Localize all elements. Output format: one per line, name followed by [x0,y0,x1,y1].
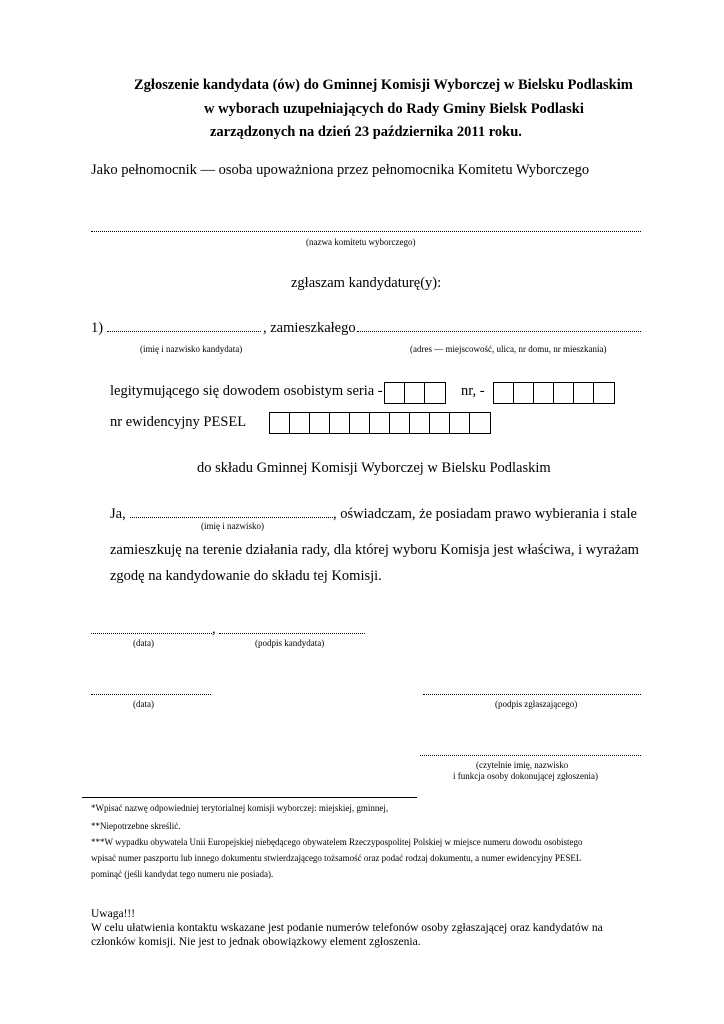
resident-label: , zamieszkałego [263,320,356,336]
pesel-boxes[interactable] [269,412,491,434]
date-caption-1: (data) [133,638,154,648]
statement-name-caption: (imię i nazwisko) [201,521,264,531]
footnote-1: *Wpisać nazwę odpowiedniej terytorialnej komisji wyborczej: miejskiej, gminnej, [91,803,389,813]
form-title-line3: zarządzonych na dzień 23 października 2011 roku. [210,124,522,140]
candidate-signature-caption: (podpis kandydata) [255,638,325,648]
id-number-boxes[interactable] [493,382,615,404]
submitter-signature-caption: (podpis zgłaszającego) [495,699,578,709]
submitter-signature-line[interactable] [423,694,641,695]
statement-text-1: , oświadczam, że posiadam prawo wybierania i stale [333,506,637,522]
declare-text: zgłaszam kandydaturę(y): [291,275,442,291]
id-series-label: legitymującego się dowodem osobistym seria - [110,383,383,399]
statement-name-line[interactable] [130,517,333,518]
form-title-line1: Zgłoszenie kandydata (ów) do Gminnej Komisji Wyborczej w Bielsku Podlaskim [134,77,633,93]
footnote-2: **Niepotrzebne skreślić. [91,821,181,831]
note-line-1: W celu ułatwienia kontaktu wskazane jest podanie numerów telefonów osoby zgłaszającej oraz kandydatów na [91,922,603,934]
candidate-name-caption: (imię i nazwisko kandydata) [140,344,243,354]
note-line-2: członków komisji. Nie jest to jednak obowiązkowy element zgłoszenia. [91,936,421,948]
composition-text: do składu Gminnej Komisji Wyborczej w Bielsku Podlaskim [197,460,551,476]
candidate-name-line[interactable] [107,331,261,332]
legible-caption-2: i funkcja osoby dokonującej zgłoszenia) [453,771,598,781]
signature-comma: , [212,621,216,637]
legible-name-line[interactable] [420,755,641,756]
date-caption-2: (data) [133,699,154,709]
footnote-divider [82,797,417,798]
date-line-2[interactable] [91,694,211,695]
footnote-3a: ***W wypadku obywatela Unii Europejskiej niebędącego obywatelem Rzeczypospolitej Polskiej w miejsce numeru dowodu osobistego [91,837,583,847]
pesel-label: nr ewidencyjny PESEL [110,414,247,430]
candidate-address-line[interactable] [357,331,641,332]
id-number-label: nr, - [461,383,485,399]
candidate-signature-line[interactable] [219,633,365,634]
intro-text: Jako pełnomocnik — osoba upoważniona przez pełnomocnika Komitetu Wyborczego [91,162,590,178]
committee-caption: (nazwa komitetu wyborczego) [306,237,416,247]
statement-text-2: zamieszkuję na terenie działania rady, dla której wyboru Komisja jest właściwa, i wyrażam [110,542,639,558]
footnote-3b: wpisać numer paszportu lub innego dokumentu stwierdzającego tożsamość oraz podać rodzaj dokumentu, a numer ewidencyjny PESEL [91,853,582,863]
form-title-line2: w wyborach uzupełniających do Rady Gminy Bielsk Podlaski [204,101,584,117]
note-title: Uwaga!!! [91,908,136,920]
date-line-1[interactable] [91,633,212,634]
id-series-boxes[interactable] [384,382,446,404]
candidate-number: 1) [91,320,104,336]
footnote-3c: pominąć (jeśli kandydat tego numeru nie posiada). [91,869,274,879]
statement-text-3: zgodę na kandydowanie do składu tej Komisji. [110,568,382,584]
committee-name-line[interactable] [91,231,641,232]
legible-caption-1: (czytelnie imię, nazwisko [476,760,569,770]
candidate-address-caption: (adres — miejscowość, ulica, nr domu, nr mieszkania) [410,344,607,354]
statement-ja: Ja, [110,506,126,522]
